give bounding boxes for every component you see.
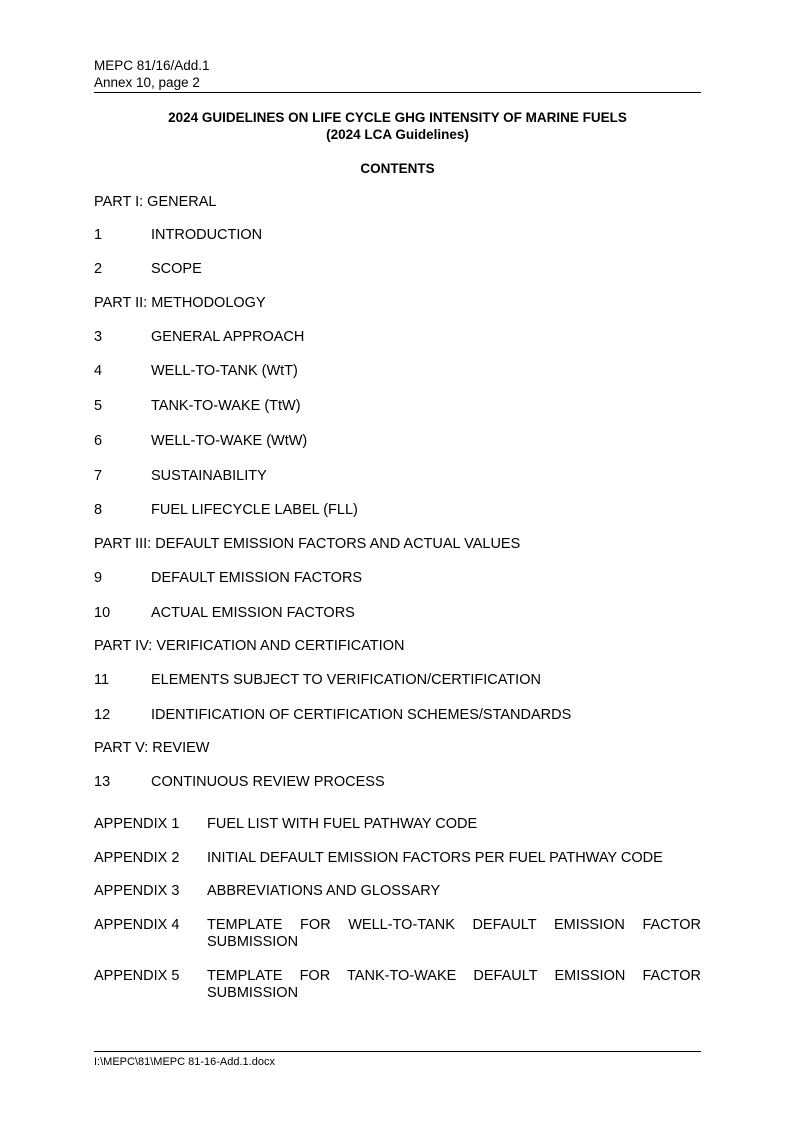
section-number: 7 [94, 468, 103, 484]
appendix-title: INITIAL DEFAULT EMISSION FACTORS PER FUEL PATHWAY CODE [207, 850, 663, 866]
section-title: ACTUAL EMISSION FACTORS [151, 605, 355, 621]
contents-heading: CONTENTS [360, 161, 435, 176]
section-number: 10 [94, 605, 111, 621]
section-title: WELL-TO-TANK (WtT) [151, 363, 298, 379]
section-title: GENERAL APPROACH [151, 329, 305, 345]
appendix-title-line: SUBMISSION [207, 985, 299, 1001]
appendix-title-line: SUBMISSION [207, 934, 299, 950]
section-title: TANK-TO-WAKE (TtW) [151, 398, 301, 414]
section-title: SUSTAINABILITY [151, 468, 267, 484]
document-page [94, 0, 701, 1122]
section-number: 4 [94, 363, 103, 379]
appendix-label: APPENDIX 4 [94, 917, 180, 933]
document-title [94, 109, 701, 143]
section-title: IDENTIFICATION OF CERTIFICATION SCHEMES/STANDARDS [151, 707, 572, 723]
appendix-title-line: TEMPLATE FOR WELL-TO-TANK DEFAULT EMISSION FACTOR [207, 917, 701, 933]
section-number: 9 [94, 570, 103, 586]
section-number: 3 [94, 329, 103, 345]
section-title: WELL-TO-WAKE (WtW) [151, 433, 308, 449]
appendix-label: APPENDIX 2 [94, 850, 180, 866]
section-title: CONTINUOUS REVIEW PROCESS [151, 774, 385, 790]
part-label: PART I: GENERAL [94, 194, 217, 210]
section-number: 5 [94, 398, 103, 414]
page-header [94, 57, 210, 91]
section-title: DEFAULT EMISSION FACTORS [151, 570, 363, 586]
appendix-label: APPENDIX 5 [94, 968, 180, 984]
document-reference: MEPC 81/16/Add.1 [94, 58, 210, 73]
section-number: 1 [94, 227, 103, 243]
appendix-title: ABBREVIATIONS AND GLOSSARY [207, 883, 441, 899]
appendix-label: APPENDIX 1 [94, 816, 180, 832]
part-label: PART III: DEFAULT EMISSION FACTORS AND ACTUAL VALUES [94, 536, 521, 552]
section-number: 13 [94, 774, 111, 790]
section-number: 11 [94, 672, 110, 688]
section-number: 6 [94, 433, 103, 449]
appendix-label: APPENDIX 3 [94, 883, 180, 899]
part-label: PART V: REVIEW [94, 740, 210, 756]
section-number: 12 [94, 707, 111, 723]
section-number: 2 [94, 261, 103, 277]
part-label: PART IV: VERIFICATION AND CERTIFICATION [94, 638, 405, 654]
annex-page-reference: Annex 10, page 2 [94, 75, 200, 90]
section-title: FUEL LIFECYCLE LABEL (FLL) [151, 502, 358, 518]
appendix-title: FUEL LIST WITH FUEL PATHWAY CODE [207, 816, 478, 832]
section-title: INTRODUCTION [151, 227, 263, 243]
footer-divider [94, 1051, 701, 1052]
header-divider [94, 92, 701, 93]
section-title: ELEMENTS SUBJECT TO VERIFICATION/CERTIFICATION [151, 672, 541, 688]
part-label: PART II: METHODOLOGY [94, 295, 266, 311]
section-title: SCOPE [151, 261, 202, 277]
document-subtitle: (2024 LCA Guidelines) [326, 127, 469, 142]
section-number: 8 [94, 502, 103, 518]
appendix-title-line: TEMPLATE FOR TANK-TO-WAKE DEFAULT EMISSION FACTOR [207, 968, 701, 984]
document-title-line: 2024 GUIDELINES ON LIFE CYCLE GHG INTENSITY OF MARINE FUELS [168, 110, 627, 125]
file-path-footer: I:\MEPC\81\MEPC 81-16-Add.1.docx [94, 1056, 275, 1068]
